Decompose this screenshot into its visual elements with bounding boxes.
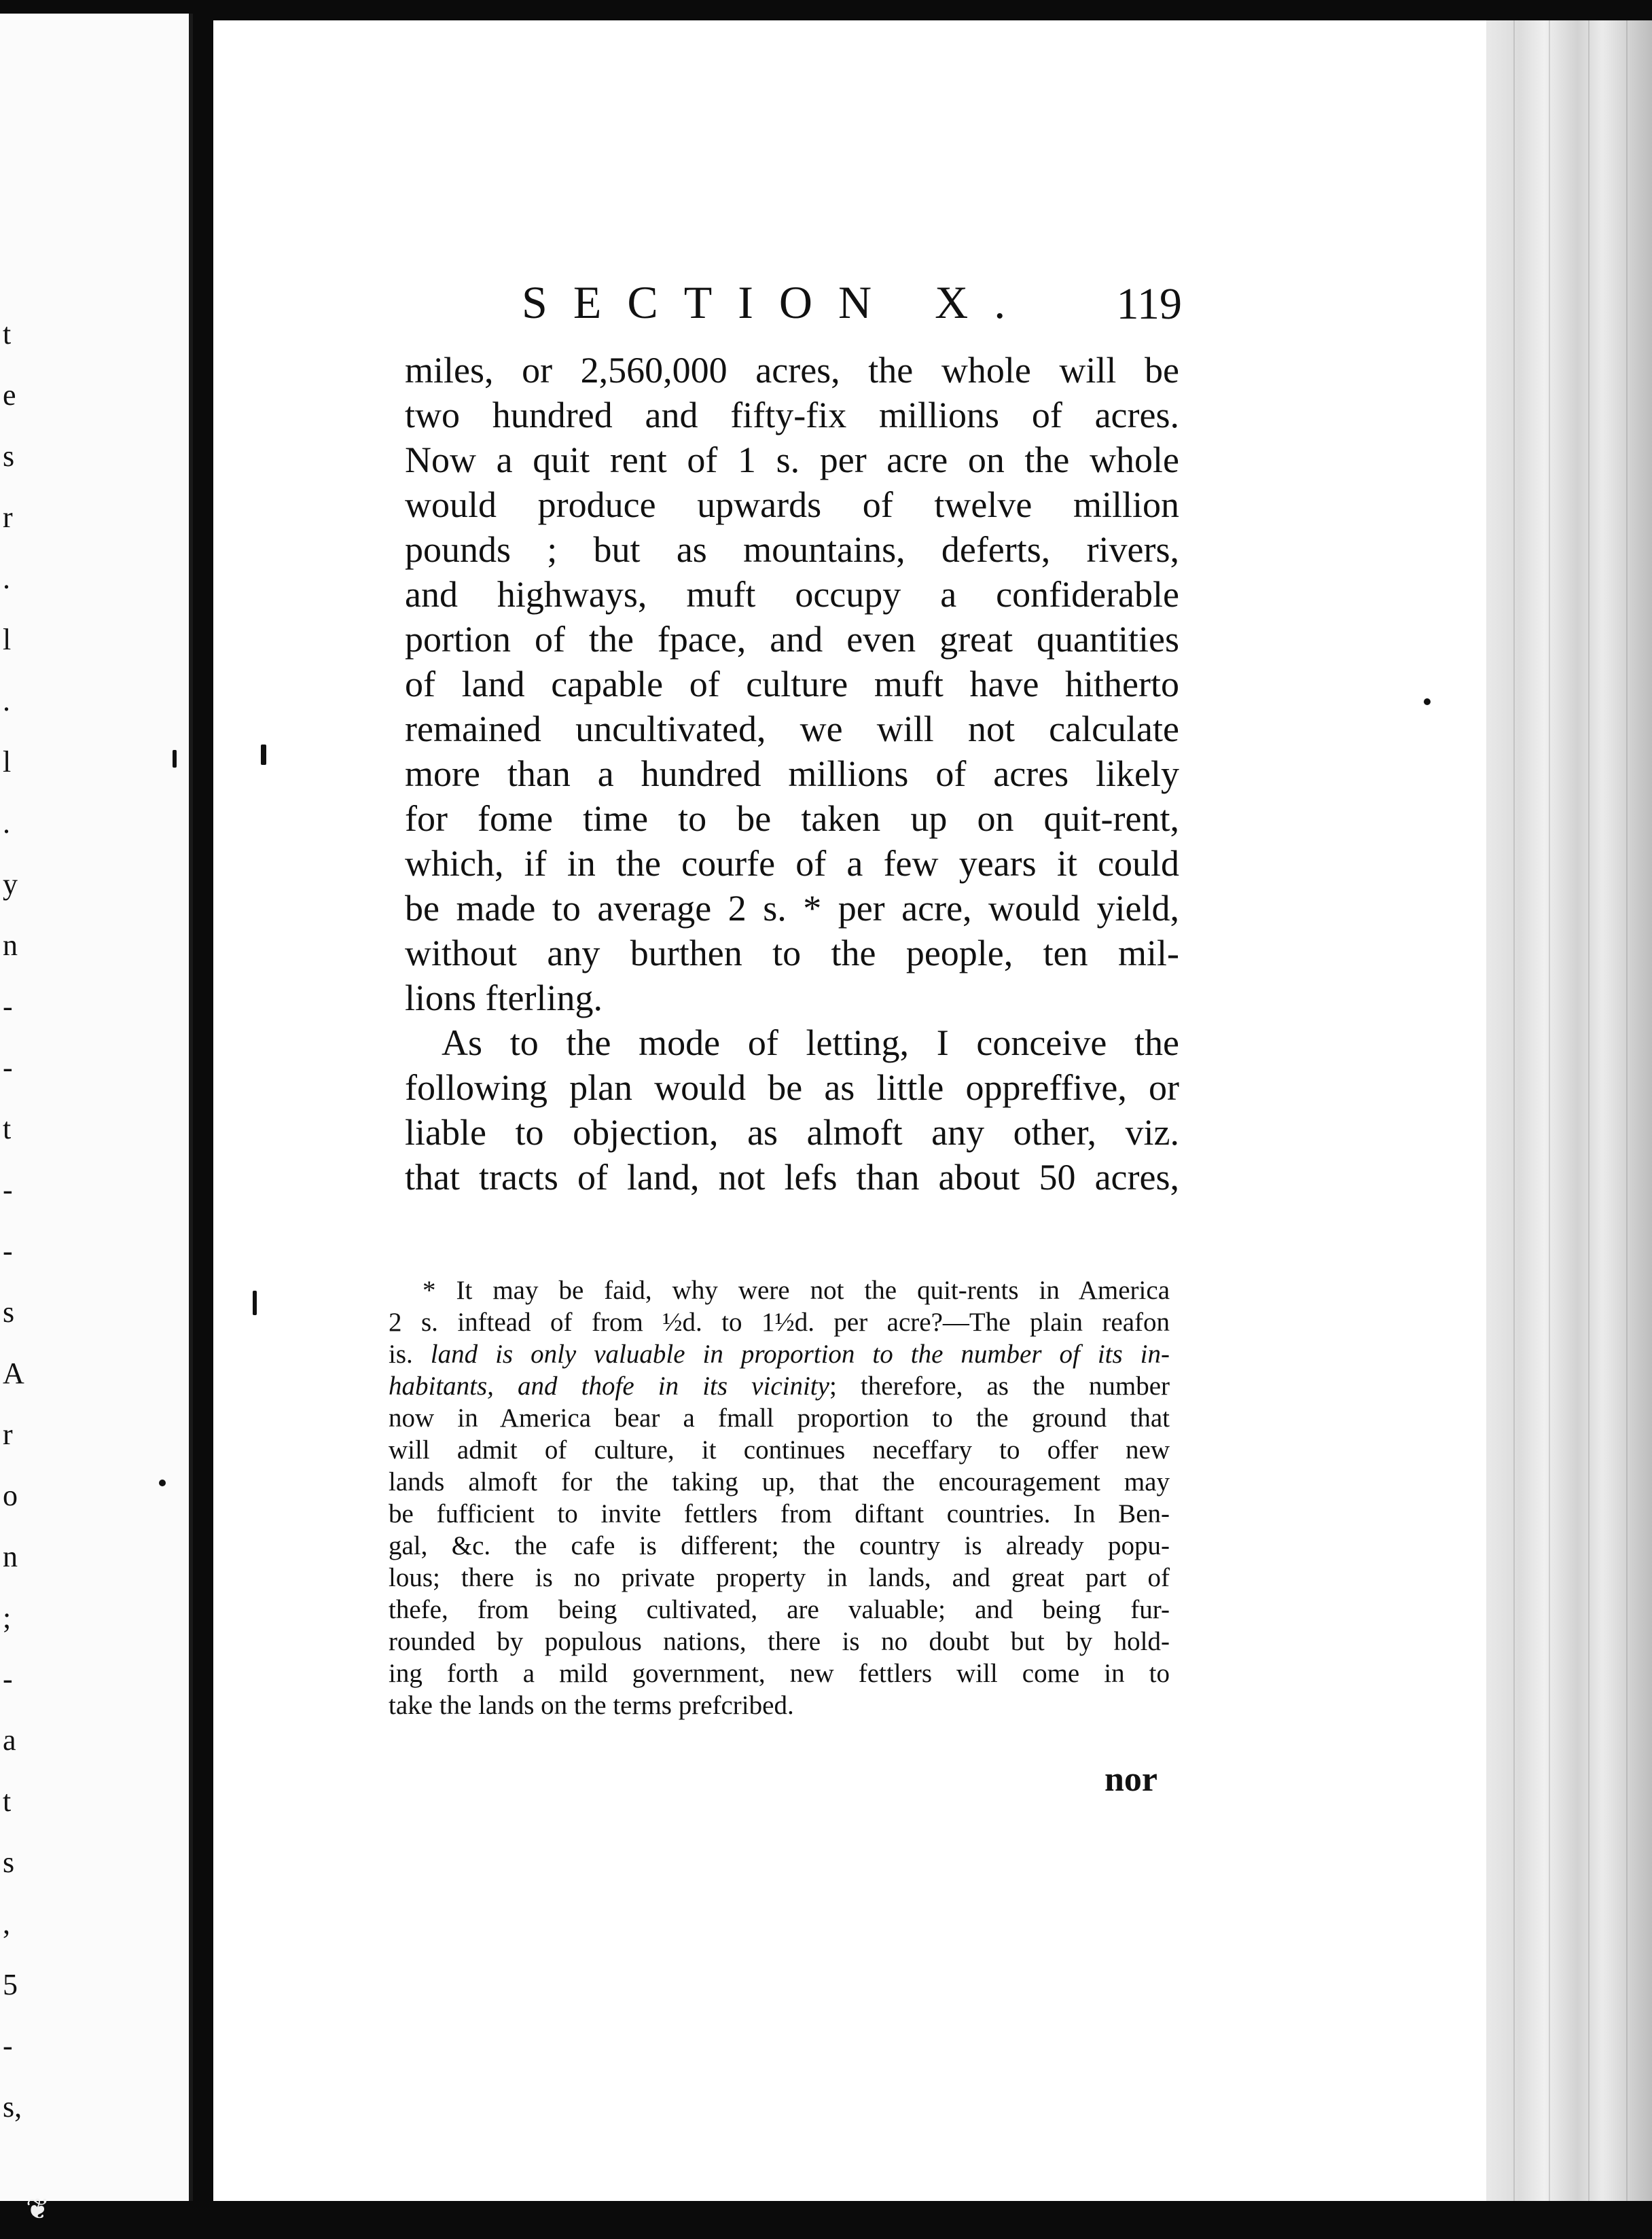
facing-page-fragment: r [3,1418,13,1451]
running-head: SECTION X. [522,276,1032,328]
text-line: lions fterling. [405,978,603,1018]
footnote-line: lous; there is no private property in lands, and great part of [389,1563,1170,1592]
footnote-line: will admit of culture, it continues neceffary to offer new [389,1435,1170,1465]
text-line: of land capable of culture muft have hitherto [405,664,1179,704]
facing-page-fragment: . [3,684,10,717]
footnote-line: lands almoft for the taking up, that the encouragement may [389,1467,1170,1497]
body-text [405,348,1179,1200]
facing-page-fragment: - [3,1662,13,1696]
text-line: without any burthen to the people, ten mil- [405,933,1179,973]
page-block-edge [1486,20,1652,2201]
text-line: portion of the fpace, and even great quantities [405,619,1179,660]
text-line: liable to objection, as almoft any other, viz. [405,1112,1179,1153]
scan-speck [261,745,266,765]
facing-page-fragment: n [3,1540,18,1573]
text-line: miles, or 2,560,000 acres, the whole will be [405,350,1179,391]
text-line: be made to average 2 s. * per acre, would yield, [405,888,1179,929]
text-line: remained uncultivated, we will not calculate [405,709,1179,749]
facing-page-fragment: t [3,1112,12,1145]
facing-page-fragment: A [3,1357,24,1390]
scan-speck [159,1480,166,1486]
paragraph-start-line: As to the mode of letting, I conceive the [442,1022,1179,1063]
text-line: two hundred and fifty-fix millions of acres. [405,395,1179,435]
text-line: that tracts of land, not lefs than about 50 acres, [405,1157,1179,1198]
facing-page-fragment: , [3,1907,10,1940]
facing-page-fragment: e [3,378,16,412]
facing-page-fragment: t [3,1785,12,1818]
footnote-line: ing forth a mild government, new fettlers will come in to [389,1659,1170,1688]
facing-page-fragment: l [3,623,12,656]
facing-page-fragment: s [3,1846,15,1879]
scan-speck [1424,698,1431,705]
facing-page-fragment: r [3,501,13,534]
page-edge-line [1588,20,1590,2201]
text-line: following plan would be as little oppreffive, or [405,1067,1179,1108]
text-line: would produce upwards of twelve million [405,484,1179,525]
facing-page-fragment: ; [3,1601,12,1634]
page-edge-line [1513,20,1515,2201]
footnote-line: habitants, and thofe in its vicinity; therefore, as the number [389,1372,1170,1401]
footnote-line: be fufficient to invite fettlers from diftant countries. In Ben- [389,1499,1170,1528]
ornament-mark: ❦ [26,2194,50,2225]
facing-page-fragment: l [3,745,12,778]
footnote-line: take the lands on the terms prefcribed. [389,1691,794,1720]
facing-page-fragment: s [3,440,15,473]
facing-page-fragment: s, [3,2090,22,2124]
facing-page-fragment: t [3,317,12,351]
facing-page-fragment: - [3,1234,13,1268]
page-edge-line [1549,20,1550,2201]
scan-speck [173,750,177,768]
scan-speck [253,1291,257,1315]
page-edge-line [1626,20,1628,2201]
footnote-line: gal, &c. the cafe is different; the country is already popu- [389,1531,1170,1560]
footnote-line: thefe, from being cultivated, are valuable; and being fur- [389,1595,1170,1624]
page-number: 119 [1116,279,1182,329]
facing-page-fragment: n [3,929,18,962]
page-header [312,276,1182,337]
facing-page-fragment: - [3,1051,13,1084]
footnote-line: now in America bear a fmall proportion to the ground that [389,1403,1170,1433]
text-line: for fome time to be taken up on quit-rent, [405,798,1179,839]
scan-border [0,2201,1652,2239]
facing-page-fragment: . [3,806,10,840]
footnote [389,1274,1170,1721]
facing-page-fragment: . [3,562,10,595]
text-line: pounds ; but as mountains, deferts, rivers, [405,529,1179,570]
text-line: and highways, muft occupy a confiderable [405,574,1179,615]
facing-page-edge [0,14,193,2215]
facing-page-fragment: - [3,990,13,1023]
text-line: more than a hundred millions of acres likely [405,753,1179,794]
footnote-line: * It may be faid, why were not the quit-rents in America [423,1276,1170,1305]
facing-page-fragment: - [3,2029,13,2062]
facing-page-fragment: y [3,867,18,901]
footnote-line: rounded by populous nations, there is no doubt but by hold- [389,1627,1170,1656]
facing-page-fragment: s [3,1295,15,1329]
catchword: nor [1105,1760,1157,1799]
facing-page-fragment: 5 [3,1968,18,2001]
text-line: Now a quit rent of 1 s. per acre on the whole [405,440,1179,480]
facing-page-fragment: - [3,1173,13,1206]
footnote-line: 2 s. inftead of from ½d. to 1½d. per acre?—The plain reafon [389,1308,1170,1337]
facing-page-fragment: o [3,1479,18,1512]
facing-page-fragment: a [3,1723,16,1757]
footnote-line: is. land is only valuable in proportion to the number of its in- [389,1340,1170,1369]
text-line: which, if in the courfe of a few years it could [405,843,1179,884]
